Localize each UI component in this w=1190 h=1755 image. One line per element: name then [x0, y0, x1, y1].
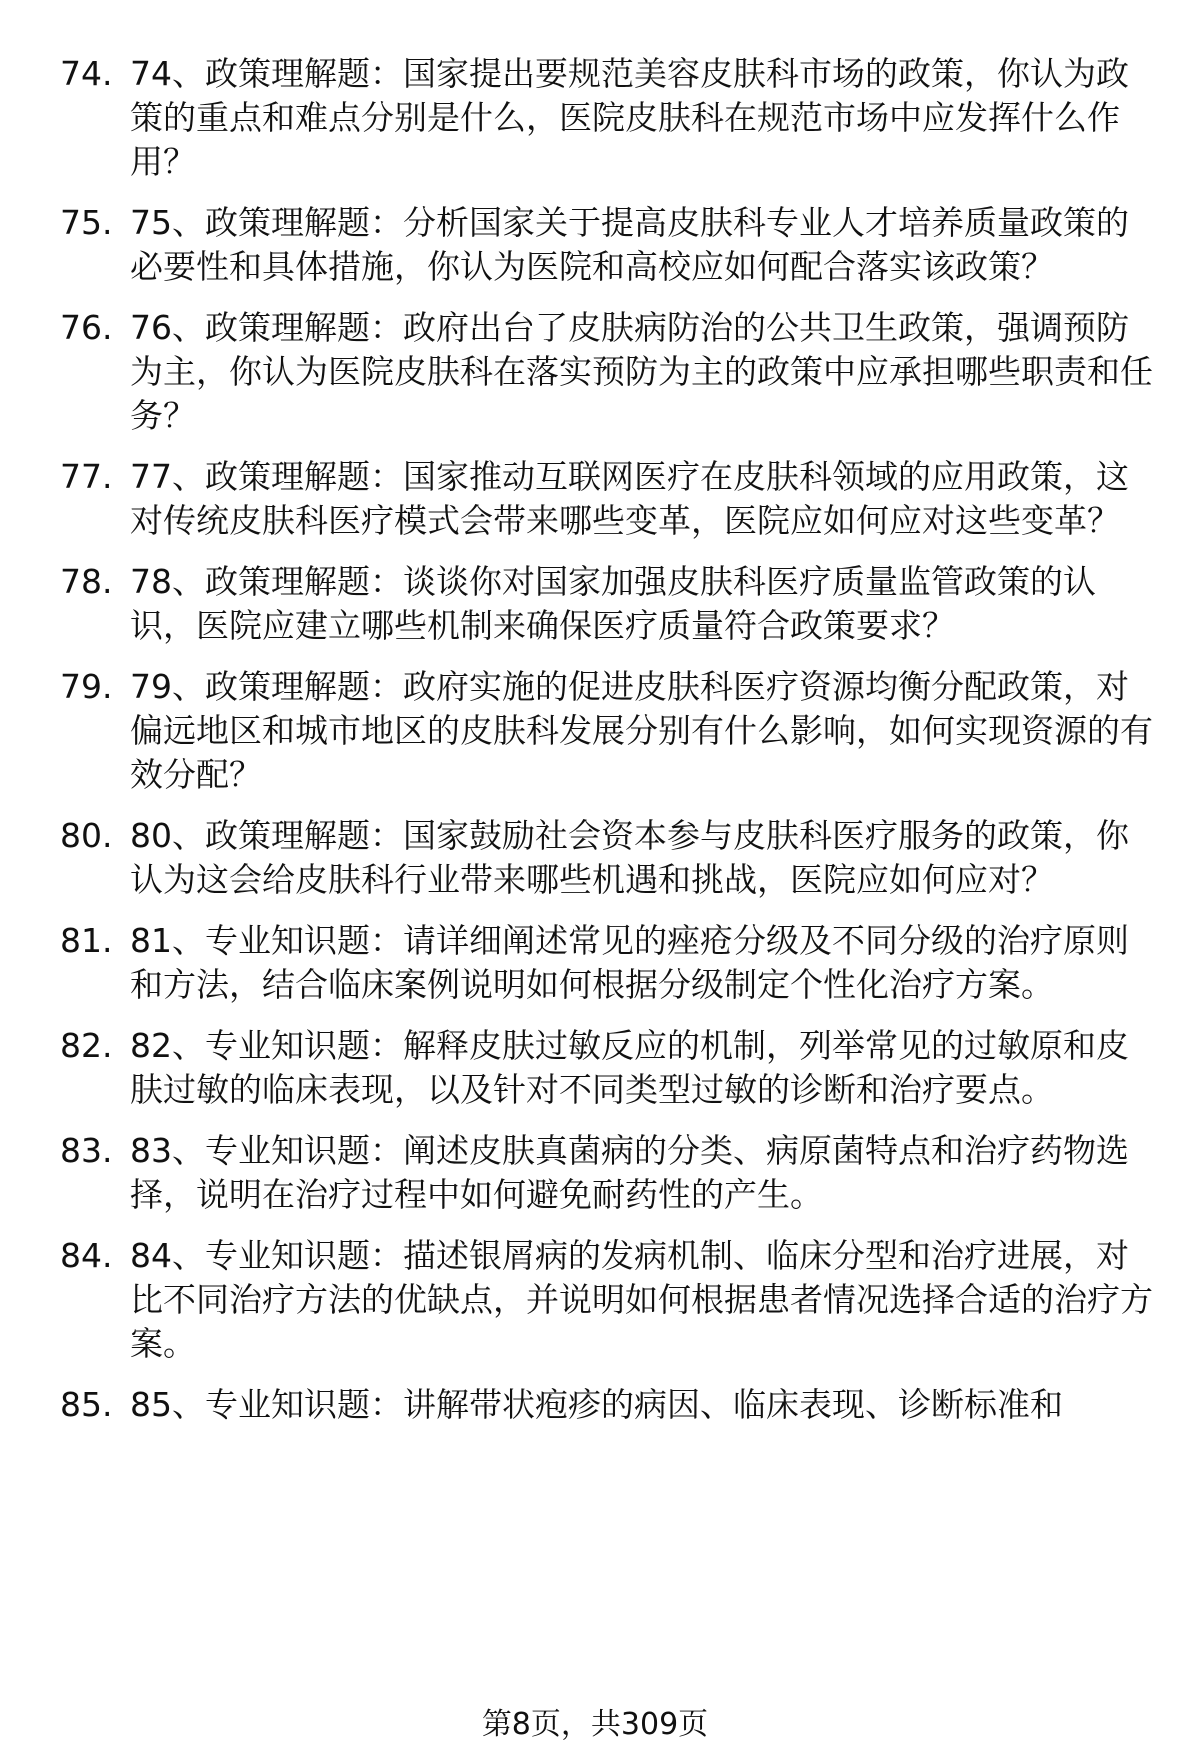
- question-item: [60, 1024, 1160, 1112]
- question-text: 77、政策理解题：国家推动互联网医疗在皮肤科领域的应用政策，这对传统皮肤科医疗模式会带来哪些变革，医院应如何应对这些变革？: [130, 457, 1129, 540]
- question-item: [60, 560, 1160, 648]
- question-number: 76.: [60, 308, 113, 347]
- question-item: [60, 814, 1160, 902]
- question-text: 83、专业知识题：阐述皮肤真菌病的分类、病原菌特点和治疗药物选择，说明在治疗过程中如何避免耐药性的产生。: [130, 1131, 1129, 1214]
- question-item: [60, 919, 1160, 1007]
- question-number: 84.: [60, 1236, 113, 1275]
- page-footer: 第8页，共309页: [481, 1707, 709, 1742]
- question-text: 76、政策理解题：政府出台了皮肤病防治的公共卫生政策，强调预防为主，你认为医院皮肤科在落实预防为主的政策中应承担哪些职责和任务？: [130, 308, 1153, 435]
- question-item: [60, 1234, 1160, 1366]
- question-text: 74、政策理解题：国家提出要规范美容皮肤科市场的政策，你认为政策的重点和难点分别是什么，医院皮肤科在规范市场中应发挥什么作用？: [130, 54, 1129, 181]
- question-item: [60, 455, 1160, 543]
- question-item: [60, 52, 1160, 184]
- question-item: [60, 201, 1160, 289]
- question-text: 78、政策理解题：谈谈你对国家加强皮肤科医疗质量监管政策的认识，医院应建立哪些机制来确保医疗质量符合政策要求？: [130, 562, 1096, 645]
- question-text: 79、政策理解题：政府实施的促进皮肤科医疗资源均衡分配政策，对偏远地区和城市地区的皮肤科发展分别有什么影响，如何实现资源的有效分配？: [130, 667, 1153, 794]
- question-number: 78.: [60, 562, 113, 601]
- question-text: 81、专业知识题：请详细阐述常见的痤疮分级及不同分级的治疗原则和方法，结合临床案例说明如何根据分级制定个性化治疗方案。: [130, 921, 1129, 1004]
- question-text: 85、专业知识题：讲解带状疱疹的病因、临床表现、诊断标准和: [130, 1385, 1063, 1424]
- question-item: [60, 665, 1160, 797]
- question-text: 82、专业知识题：解释皮肤过敏反应的机制，列举常见的过敏原和皮肤过敏的临床表现，以及针对不同类型过敏的诊断和治疗要点。: [130, 1026, 1129, 1109]
- question-text: 84、专业知识题：描述银屑病的发病机制、临床分型和治疗进展，对比不同治疗方法的优缺点，并说明如何根据患者情况选择合适的治疗方案。: [130, 1236, 1153, 1363]
- question-number: 83.: [60, 1131, 113, 1170]
- question-text: 75、政策理解题：分析国家关于提高皮肤科专业人才培养质量政策的必要性和具体措施，你认为医院和高校应如何配合落实该政策？: [130, 203, 1129, 286]
- question-number: 77.: [60, 457, 113, 496]
- question-number: 81.: [60, 921, 113, 960]
- question-item: [60, 1129, 1160, 1217]
- question-number: 82.: [60, 1026, 113, 1065]
- question-item: [60, 1383, 1160, 1427]
- question-text: 80、政策理解题：国家鼓励社会资本参与皮肤科医疗服务的政策，你认为这会给皮肤科行业带来哪些机遇和挑战，医院应如何应对？: [130, 816, 1129, 899]
- question-number: 80.: [60, 816, 113, 855]
- question-number: 74.: [60, 54, 113, 93]
- question-number: 79.: [60, 667, 113, 706]
- question-number: 85.: [60, 1385, 113, 1424]
- question-item: [60, 306, 1160, 438]
- question-number: 75.: [60, 203, 113, 242]
- question-list: [60, 52, 1160, 1444]
